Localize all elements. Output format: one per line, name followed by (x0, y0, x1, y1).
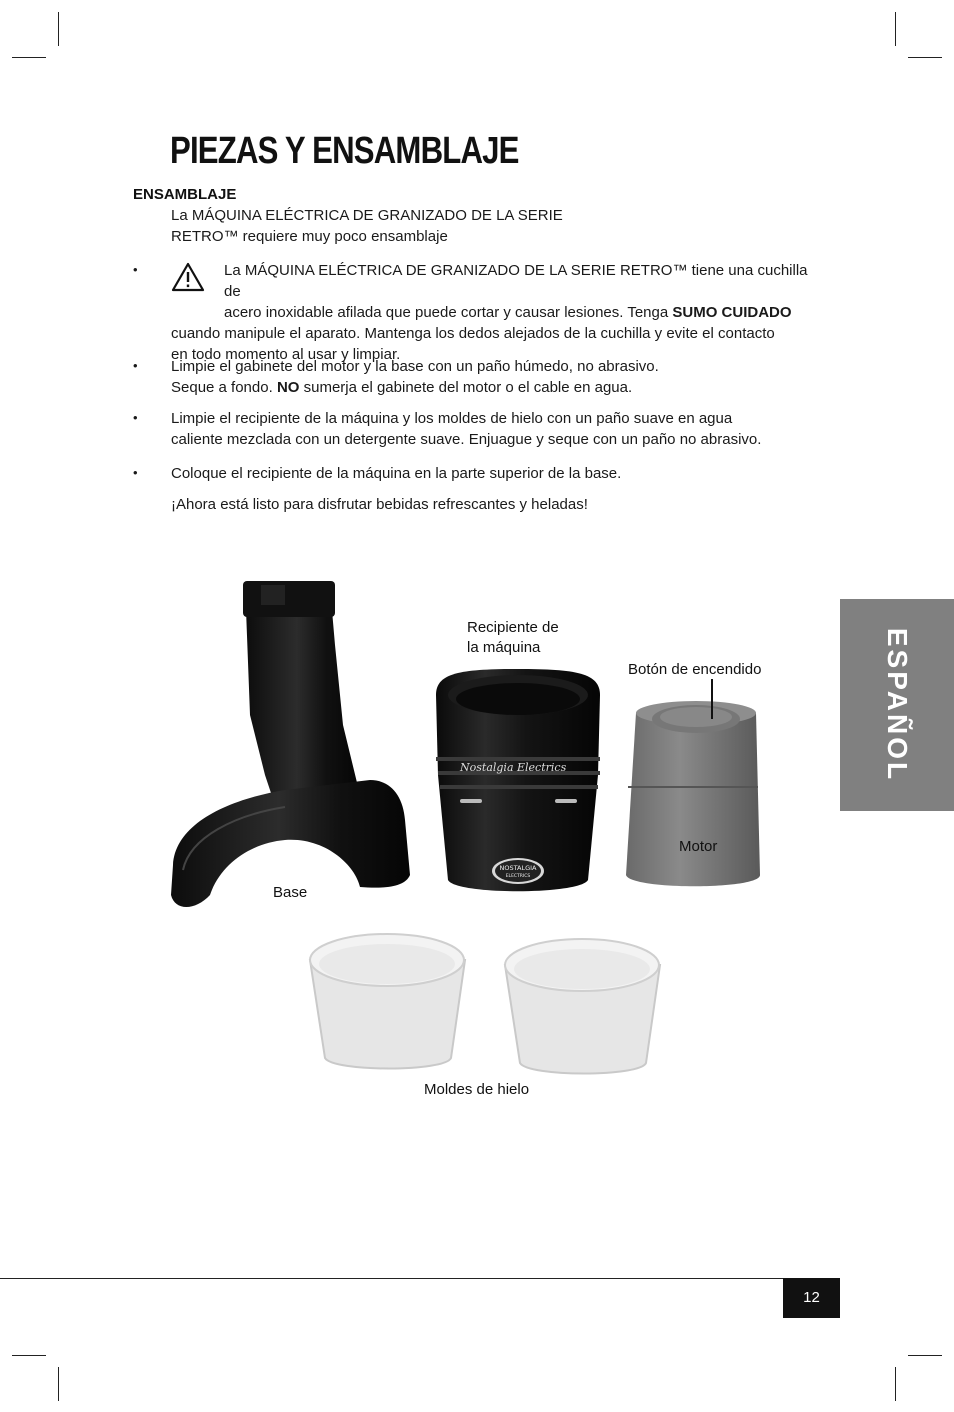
ice-mold-illustration (305, 930, 470, 1075)
brand-script-text: Nostalgia Electrics (460, 761, 567, 774)
page-number: 12 (783, 1278, 840, 1318)
ice-mold-illustration (500, 935, 665, 1080)
bullet-line: en todo momento al usar y limpiar. (171, 346, 401, 363)
intro-line: La MÁQUINA ELÉCTRICA DE GRANIZADO DE LA SERIE (171, 207, 563, 224)
base-stand-illustration (165, 575, 410, 915)
bullet-marker: • (133, 465, 138, 480)
pointer-line (711, 679, 713, 719)
bullet-marker: • (133, 262, 138, 277)
emphasis-text: NO (276, 379, 300, 396)
bullet-line: Limpie el gabinete del motor y la base con un paño húmedo, no abrasivo. (171, 358, 659, 375)
text-run: Seque a fondo. (171, 379, 277, 396)
label-machine-container (467, 618, 559, 658)
badge-text: ELECTRICS (505, 874, 531, 879)
bullet-place-container (171, 463, 821, 484)
crop-mark (908, 57, 942, 58)
crop-mark (895, 1367, 896, 1401)
closing-text: ¡Ahora está listo para disfrutar bebidas refrescantes y heladas! (171, 496, 588, 513)
bullet-line: cuando manipule el aparato. Mantenga los dedos alejados de la cuchilla y evite el contacto (171, 325, 775, 342)
language-tab-label: ESPAÑOL (882, 627, 913, 783)
bullet-line: Limpie el recipiente de la máquina y los moldes de hielo con un paño suave en agua (171, 410, 733, 427)
motor-illustration (622, 695, 767, 890)
page-title: PIEZAS Y ENSAMBLAJE (170, 130, 519, 172)
bullet-line: La MÁQUINA ELÉCTRICA DE GRANIZADO DE LA SERIE RETRO™ tiene una cuchilla de (224, 262, 808, 300)
text-run: sumerja el gabinete del motor o el cable en agua. (299, 379, 633, 396)
bullet-marker: • (133, 410, 138, 425)
emphasis-text: SUMO CUIDADO (672, 304, 792, 321)
label-motor: Motor (679, 838, 718, 855)
text-run: acero inoxidable afilada que puede cortar y causar lesiones. Tenga (224, 304, 673, 321)
label-line: la máquina (467, 639, 541, 656)
crop-mark (58, 12, 59, 46)
bullet-warning (171, 260, 821, 365)
label-power-button: Botón de encendido (628, 661, 762, 678)
footer-rule (0, 1278, 783, 1279)
crop-mark (895, 12, 896, 46)
label-line: Recipiente de (467, 619, 559, 636)
section-heading: ENSAMBLAJE (133, 186, 237, 203)
label-base: Base (273, 884, 308, 901)
crop-mark (12, 1355, 46, 1356)
bullet-line: Coloque el recipiente de la máquina en la parte superior de la base. (171, 465, 622, 482)
bullet-line (171, 377, 821, 398)
label-ice-molds: Moldes de hielo (424, 1081, 530, 1098)
bullet-clean-motor (171, 356, 821, 398)
machine-container-illustration (430, 665, 605, 900)
crop-mark (58, 1367, 59, 1401)
badge-text: NOSTALGIA (499, 864, 537, 872)
bullet-line: caliente mezclada con un detergente suave. Enjuague y seque con un paño no abrasivo. (171, 431, 762, 448)
bullet-clean-container (171, 408, 821, 450)
language-tab (840, 599, 954, 811)
intro-line: RETRO™ requiere muy poco ensamblaje (171, 228, 448, 245)
intro-text (171, 205, 591, 247)
bullet-line (171, 302, 821, 323)
bullet-marker: • (133, 358, 138, 373)
crop-mark (908, 1355, 942, 1356)
crop-mark (12, 57, 46, 58)
